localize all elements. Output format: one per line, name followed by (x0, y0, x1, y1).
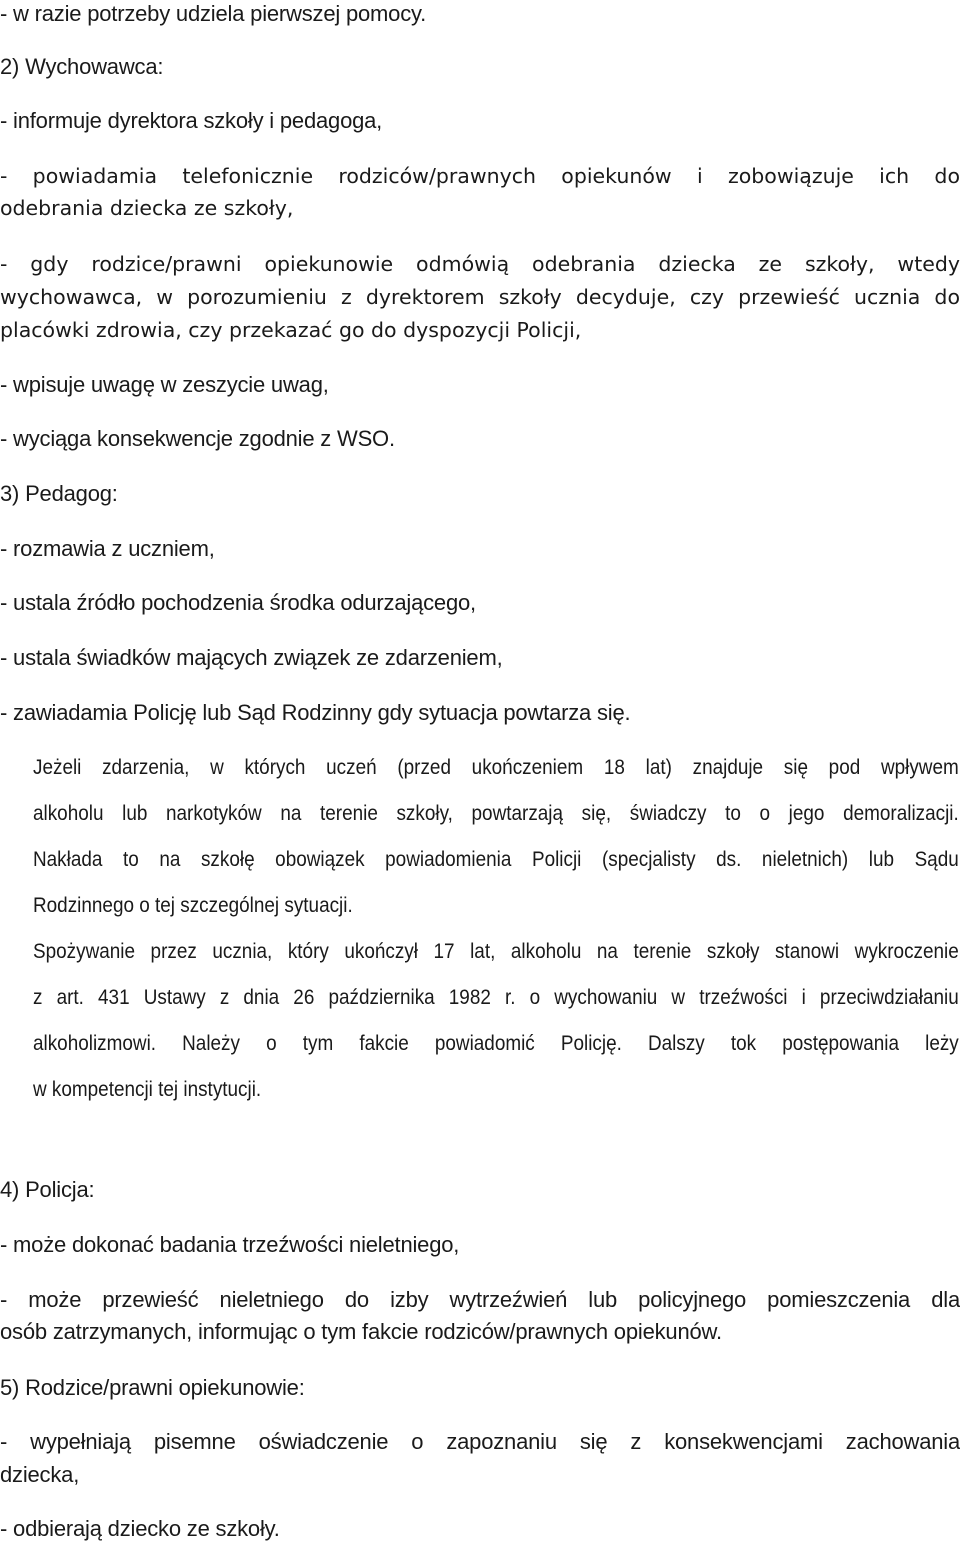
note-paragraph-2-line-1: Spożywanie przez ucznia, który ukończył 17 lat, alkoholu na terenie szkoły stanowi wykroczenie (33, 939, 959, 963)
rodzice-item-1-line-1: - wypełniają pisemne oświadczenie o zapoznaniu się z konsekwencjami zachowania (0, 1429, 960, 1454)
note-paragraph-2-line-4: w kompetencji tej instytucji. (33, 1077, 262, 1101)
wychowawca-item-3-line-3: placówki zdrowia, czy przekazać go do dyspozycji Policji, (0, 318, 582, 342)
section-heading-policja: 4) Policja: (0, 1177, 95, 1202)
section-heading-pedagog: 3) Pedagog: (0, 481, 118, 506)
rodzice-item-1-line-2: dziecka, (0, 1462, 80, 1487)
note-paragraph-1-line-1: Jeżeli zdarzenia, w których uczeń (przed ukończeniem 18 lat) znajduje się pod wpływem (33, 755, 959, 779)
pedagog-item-2: - ustala źródło pochodzenia środka odurzającego, (0, 590, 476, 615)
pedagog-item-1: - rozmawia z uczniem, (0, 536, 215, 561)
wychowawca-item-3-line-1: - gdy rodzice/prawni opiekunowie odmówią odebrania dziecka ze szkoły, wtedy (0, 252, 960, 276)
policja-item-2-line-2: osób zatrzymanych, informując o tym fakcie rodziców/prawnych opiekunów. (0, 1319, 722, 1344)
policja-item-2-line-1: - może przewieść nieletniego do izby wytrzeźwień lub policyjnego pomieszczenia dla (0, 1287, 960, 1312)
note-paragraph-1-line-3: Nakłada to na szkołę obowiązek powiadomienia Policji (specjalisty ds. nieletnich) lub Sądu (33, 847, 959, 871)
wychowawca-item-3-line-2: wychowawca, w porozumieniu z dyrektorem szkoły decyduje, czy przewieść ucznia do (0, 285, 960, 309)
note-paragraph-2-line-3: alkoholizmowi. Należy o tym fakcie powiadomić Policję. Dalszy tok postępowania leży (33, 1031, 959, 1055)
wychowawca-item-4: - wpisuje uwagę w zeszycie uwag, (0, 372, 329, 397)
section-heading-wychowawca: 2) Wychowawca: (0, 54, 164, 79)
first-aid-line: - w razie potrzeby udziela pierwszej pomocy. (0, 1, 427, 26)
wychowawca-item-5: - wyciąga konsekwencje zgodnie z WSO. (0, 426, 395, 451)
pedagog-item-4: - zawiadamia Policję lub Sąd Rodzinny gdy sytuacja powtarza się. (0, 700, 631, 725)
policja-item-1: - może dokonać badania trzeźwości nieletniego, (0, 1232, 460, 1257)
rodzice-item-2: - odbierają dziecko ze szkoły. (0, 1516, 280, 1541)
section-heading-rodzice: 5) Rodzice/prawni opiekunowie: (0, 1375, 305, 1400)
note-paragraph-1-line-4: Rodzinnego o tej szczególnej sytuacji. (33, 893, 353, 917)
pedagog-item-3: - ustala świadków mających związek ze zdarzeniem, (0, 645, 503, 670)
wychowawca-item-2-line-1: - powiadamia telefonicznie rodziców/prawnych opiekunów i zobowiązuje ich do (0, 164, 960, 188)
note-paragraph-2-line-2: z art. 431 Ustawy z dnia 26 października 1982 r. o wychowaniu w trzeźwości i przeciwdziałaniu (33, 985, 959, 1009)
wychowawca-item-2-line-2: odebrania dziecka ze szkoły, (0, 196, 294, 220)
note-paragraph-1-line-2: alkoholu lub narkotyków na terenie szkoły, powtarzają się, świadczy to o jego demoralizacji. (33, 801, 959, 825)
wychowawca-item-1: - informuje dyrektora szkoły i pedagoga, (0, 108, 383, 133)
